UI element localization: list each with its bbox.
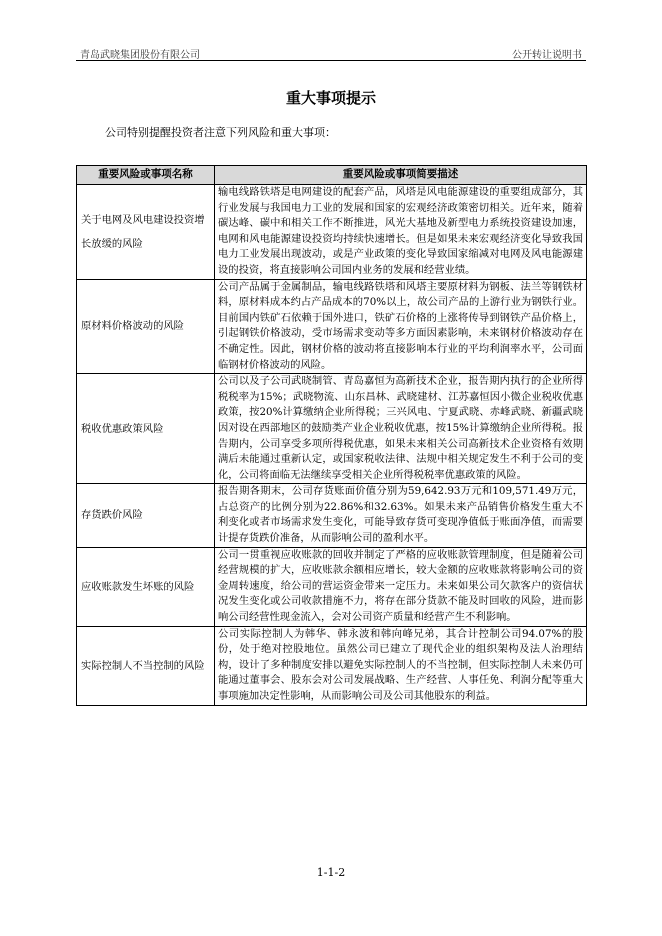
table-row xyxy=(77,626,587,705)
risk-description-cell: 公司以及子公司武晓制管、青岛嘉恒为高新技术企业，报告期内执行的企业所得税税率为15%；武晓物流、山东昌林、武晓建材、江苏嘉恒因小微企业税收优惠政策，按20%计算缴纳企业所得税；三兴风电、宁夏武晓、赤峰武晓、新疆武晓因对设在西部地区的鼓励类产业企业税收优惠，按15%计算缴纳企业所得税。报告期内，公司享受多项所得税优惠，如果未来相关公司高新技术企业资格有效期满后未能通过重新认定，或国家税收法律、法规中相关规定发生不利于公司的变化，公司将面临无法继续享受相关企业所得税税率优惠政策的风险。 xyxy=(215,374,587,484)
risk-name-cell: 应收账款发生坏账的风险 xyxy=(77,547,215,626)
risk-name-cell: 税收优惠政策风险 xyxy=(77,374,215,484)
table-row xyxy=(77,185,587,280)
column-header-risk-name: 重要风险或事项名称 xyxy=(77,166,215,185)
risk-description-cell: 公司实际控制人为韩华、韩永波和韩向峰兄弟，其合计控制公司94.07%的股份，处于绝对控股地位。虽然公司已建立了现代企业的组织架构及法人治理结构，设计了多种制度安排以避免实际控制人的不当控制，但实际控制人未来仍可能通过董事会、股东会对公司发展战略、生产经营、人事任免、利润分配等重大事项施加决定性影响，从而影响公司及公司其他股东的利益。 xyxy=(215,626,587,705)
risk-description-cell: 公司产品属于金属制品，输电线路铁塔和风塔主要原材料为钢板、法兰等钢铁材料，原材料成本约占产品成本的70%以上，故公司产品的上游行业为钢铁行业。目前国内铁矿石依赖于国外进口，铁矿石价格的上涨将传导到钢铁产品价格上，引起钢铁价格波动，受市场需求变动等多方面因素影响，未来钢材价格波动存在不确定性。因此，钢材价格的波动将直接影响本行业的平均利润率水平，公司面临钢材价格波动的风险。 xyxy=(215,279,587,374)
page-title: 重大事项提示 xyxy=(285,89,376,107)
column-header-risk-description: 重要风险或事项简要描述 xyxy=(215,166,587,185)
header-divider xyxy=(76,60,586,61)
page-number: 1-1-2 xyxy=(316,866,346,879)
header-company-name: 青岛武晓集团股份有限公司 xyxy=(80,50,200,61)
table-row xyxy=(77,547,587,626)
table-row xyxy=(77,484,587,547)
risk-name-cell: 原材料价格波动的风险 xyxy=(77,279,215,374)
risk-description-cell: 公司一贯重视应收账款的回收并制定了严格的应收账款管理制度，但是随着公司经营规模的扩大，应收账款余额相应增长，较大金额的应收账款将影响公司的资金周转速度，给公司的营运资金带来一定压力。未来如果公司欠款客户的资信状况发生变化或公司收款措施不力，将存在部分货款不能及时回收的风险，进而影响公司经营性现金流入，会对公司资产质量和经营产生不利影响。 xyxy=(215,547,587,626)
risk-description-cell: 报告期各期末，公司存货账面价值分别为59,642.93万元和109,571.49万元，占总资产的比例分别为22.86%和32.63%。如果未来产品销售价格发生重大不利变化或者市场需求发生变化，可能导致存货可变现净值低于账面净值，而需要计提存货跌价准备，从而影响公司的盈利水平。 xyxy=(215,484,587,547)
header-document-type: 公开转让说明书 xyxy=(512,50,582,61)
risk-name-cell: 关于电网及风电建设投资增长放缓的风险 xyxy=(77,185,215,280)
table-row xyxy=(77,279,587,374)
risk-description-cell: 输电线路铁塔是电网建设的配套产品，风塔是风电能源建设的重要组成部分，其行业发展与我国电力工业的发展和国家的宏观经济政策密切相关。近年来，随着碳达峰、碳中和相关工作不断推进，风光大基地及新型电力系统投资建设加速，电网和风电能源建设投资均持续快速增长。但是如果未来宏观经济变化导致我国电力工业发展出现波动，或是产业政策的变化导致国家缩减对电网及风电能源建设的投资，将直接影响公司国内业务的发展和经营业绩。 xyxy=(215,185,587,280)
intro-paragraph: 公司特别提醒投资者注意下列风险和重大事项： xyxy=(105,126,336,139)
table-header-row xyxy=(77,166,587,185)
risk-table xyxy=(76,165,587,706)
risk-name-cell: 存货跌价风险 xyxy=(77,484,215,547)
risk-name-cell: 实际控制人不当控制的风险 xyxy=(77,626,215,705)
table-row xyxy=(77,374,587,484)
